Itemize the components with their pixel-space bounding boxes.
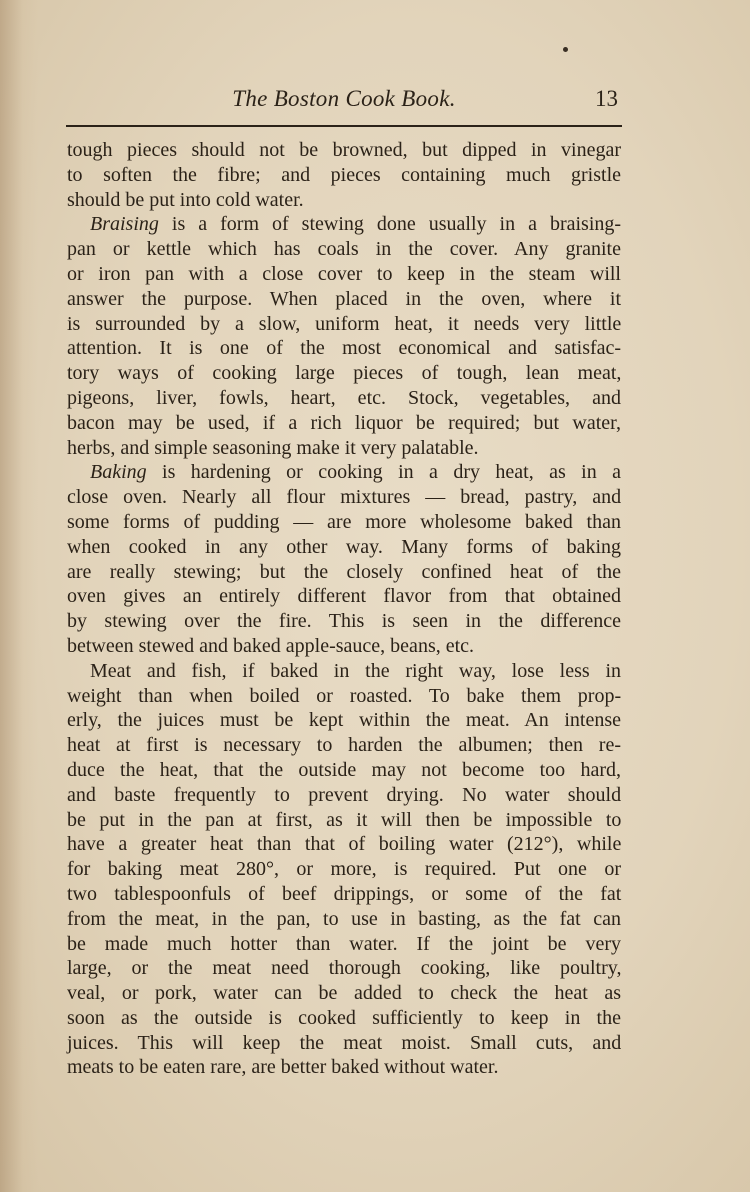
text-line: weight than when boiled or roasted. To bake them prop- [67, 684, 622, 707]
text-line: have a greater heat than that of boiling water (212°), while [67, 833, 622, 856]
text-line: large, or the meat need thorough cooking, like poultry, [67, 957, 622, 980]
paragraph-baking [67, 460, 621, 658]
page-edge-shadow [0, 0, 38, 1192]
text-line: tory ways of cooking large pieces of tough, lean meat, [67, 362, 622, 385]
paragraph-meat-and-fish [67, 659, 621, 1081]
text-line: close oven. Nearly all flour mixtures — bread, pastry, and [67, 486, 622, 509]
text-line [67, 212, 621, 237]
text-line: oven gives an entirely different flavor from that obtained [67, 585, 622, 608]
text-line: by stewing over the fire. This is seen in the difference [67, 610, 621, 633]
ink-speck [563, 47, 568, 52]
text-line: for baking meat 280°, or more, is required. Put one or [67, 858, 621, 881]
term-baking: Baking [90, 461, 147, 484]
text-line: pan or kettle which has coals in the cover. Any granite [67, 238, 621, 261]
text-line: should be put into cold water. [67, 188, 304, 211]
text-segment: is hardening or cooking in a dry heat, as in a [146, 461, 621, 484]
page-header [66, 86, 622, 122]
text-line: answer the purpose. When placed in the oven, where it [67, 287, 621, 310]
text-line: pigeons, liver, fowls, heart, etc. Stock, vegetables, and [67, 386, 621, 409]
text-line: juices. This will keep the meat moist. Small cuts, and [67, 1031, 622, 1054]
text-line: be put in the pan at first, as it will then be impossible to [67, 808, 622, 831]
text-line: soon as the outside is cooked sufficiently to keep in the [67, 1006, 621, 1029]
text-line: are really stewing; but the closely confined heat of the [67, 560, 621, 583]
text-line: veal, or pork, water can be added to check the heat as [67, 982, 622, 1005]
text-line: is surrounded by a slow, uniform heat, it needs very little [67, 312, 622, 335]
text-line [67, 460, 621, 485]
text-line: be made much hotter than water. If the joint be very [67, 932, 621, 955]
text-line: attention. It is one of the most economical and satisfac- [67, 337, 622, 360]
text-line: herbs, and simple seasoning make it very palatable. [67, 436, 479, 459]
text-line: tough pieces should not be browned, but dipped in vinegar [67, 139, 621, 161]
text-line: some forms of pudding — are more wholesome baked than [67, 510, 621, 533]
text-line: meats to be eaten rare, are better baked without water. [67, 1056, 499, 1079]
term-braising: Braising [90, 213, 159, 236]
text-line: heat at first is necessary to harden the albumen; then re- [67, 734, 621, 757]
text-segment: is a form of stewing done usually in a braising- [158, 213, 622, 236]
text-line: and baste frequently to prevent drying. No water should [67, 783, 622, 806]
paragraph-braising [67, 212, 621, 460]
running-title: The Boston Cook Book. [232, 86, 456, 111]
text-line: or iron pan with a close cover to keep in the steam will [67, 262, 621, 285]
page-number: 13 [595, 86, 618, 111]
text-line: when cooked in any other way. Many forms of baking [67, 535, 622, 558]
text-line: two tablespoonfuls of beef drippings, or some of the fat [67, 882, 622, 905]
text-line: to soften the fibre; and pieces containing much gristle [67, 163, 621, 186]
text-line: Meat and fish, if baked in the right way, lose less in [90, 659, 621, 682]
text-line: duce the heat, that the outside may not become too hard, [67, 758, 621, 781]
text-line: between stewed and baked apple-sauce, beans, etc. [67, 634, 475, 657]
text-line: bacon may be used, if a rich liquor be required; but water, [67, 411, 621, 434]
text-line: erly, the juices must be kept within the meat. An intense [67, 709, 621, 732]
header-rule [66, 125, 622, 127]
paragraph [67, 138, 621, 212]
body-text [67, 138, 621, 1080]
text-line: from the meat, in the pan, to use in basting, as the fat can [67, 907, 621, 930]
